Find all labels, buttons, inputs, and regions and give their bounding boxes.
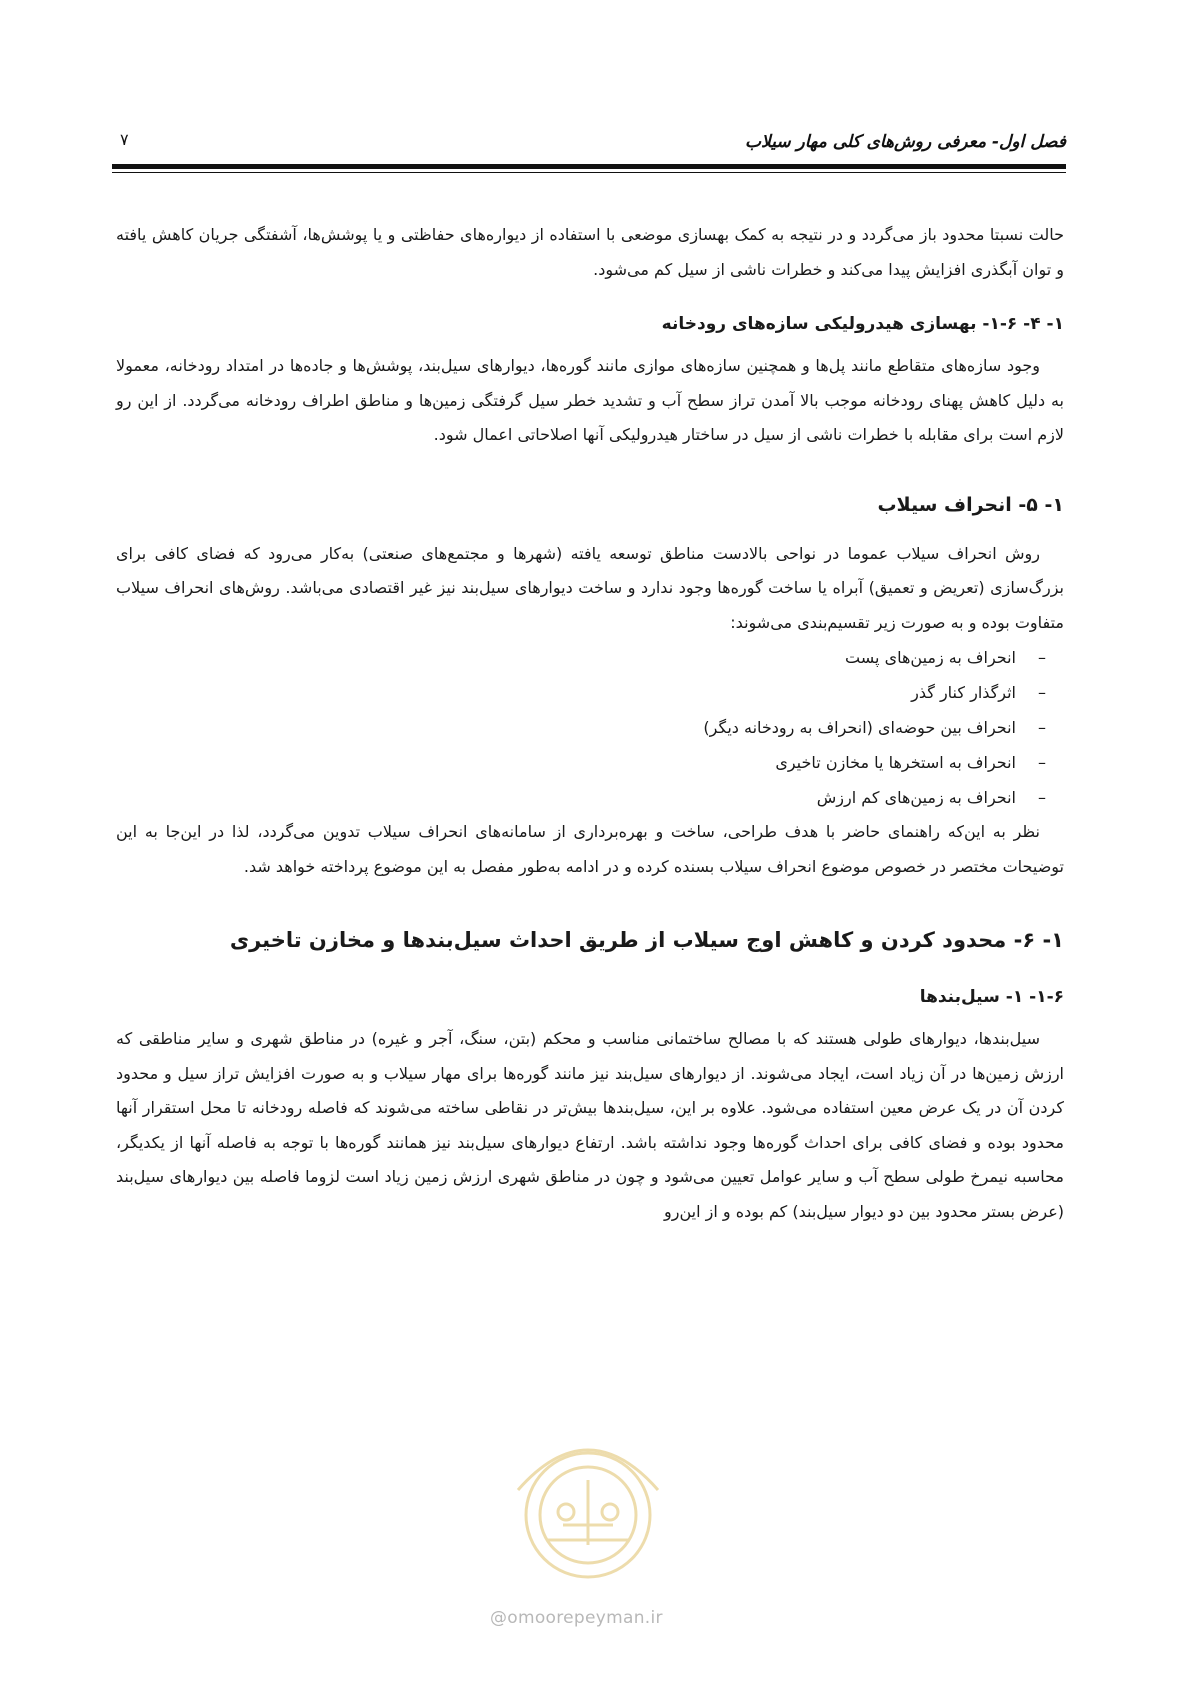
paragraph-4: نظر به این‌که راهنمای حاضر با هدف طراحی، ساخت و بهره‌برداری از سامانه‌های انحراف سیلاب تدوین می‌گردد، لذا در این‌جا به این توضیحات مختصر در خصوص موضوع انحراف سیلاب بسنده کرده و در ادامه به‌طور مفصل به این موضوع پرداخته خواهد شد.	[116, 822, 1064, 876]
dash-bullet: –	[1038, 753, 1046, 772]
dash-bullet: –	[1038, 788, 1046, 807]
list-item: –انحراف به زمین‌های کم ارزش	[116, 780, 1046, 815]
list-item: –انحراف بین حوضه‌ای (انحراف به رودخانه دیگر)	[116, 710, 1046, 745]
page-number: ۷	[120, 130, 129, 149]
heading-1-6: ۱- ۶- محدود کردن و کاهش اوج سیلاب از طریق احداث سیل‌بندها و مخازن تاخیری	[229, 928, 1064, 952]
dash-bullet: –	[1038, 718, 1046, 737]
page-header	[112, 118, 1066, 168]
list-item: –اثرگذار کنار گذر	[116, 675, 1046, 710]
list-item: –انحراف به استخرها یا مخازن تاخیری	[116, 745, 1046, 780]
paragraph-5: سیل‌بندها، دیوارهای طولی هستند که با مصالح ساختمانی مناسب و محکم (بتن، سنگ، آجر و غیره) در مناطق شهری و سایر مناطقی که ارزش زمین‌ها در آن زیاد است، ایجاد می‌شوند. از دیوارهای سیل‌بند نیز مانند گوره‌ها برای مهار سیلاب و به صورت افزایش تراز سیل و محدود کردن آن در یک عرض معین استفاده می‌شود. علاوه بر این، سیل‌بندها بیش‌تر در نقاطی ساخته می‌شوند که فاصله رودخانه تا محل استقرار آنها محدود بوده و فضای کافی برای احداث گوره‌ها وجود نداشته باشد. ارتفاع دیوارهای سیل‌بند نیز همانند گوره‌ها با توجه به فاصله آنها از یکدیگر، محاسبه نیمرخ طولی سطح آب و سایر عوامل تعیین می‌شود و چون در مناطق شهری ارزش زمین زیاد است لزوما فاصله بین دیوارهای سیل‌بند (عرض بستر محدود بین دو دیوار سیل‌بند) کم بوده و از این‌رو	[116, 1029, 1064, 1221]
chapter-title: فصل اول- معرفی روش‌های کلی مهار سیلاب	[745, 132, 1066, 152]
dash-bullet: –	[1038, 683, 1046, 702]
heading-1-4-6: ۱- ۴- ۱-۶- بهسازی هیدرولیکی سازه‌های رودخانه	[661, 314, 1064, 334]
diversion-methods-list	[116, 640, 1064, 815]
dash-bullet: –	[1038, 648, 1046, 667]
heading-1-5: ۱- ۵- انحراف سیلاب	[877, 493, 1064, 516]
header-rule-thin	[112, 172, 1066, 173]
header-rule-thick	[112, 164, 1066, 169]
list-item: –انحراف به زمین‌های پست	[116, 640, 1046, 675]
watermark-seal-icon	[478, 1420, 698, 1590]
watermark-site-text: @omoorepeyman.ir	[490, 1608, 663, 1628]
paragraph-2: وجود سازه‌های متقاطع مانند پل‌ها و همچنین سازه‌های موازی مانند گوره‌ها، دیوارهای سیل‌بند، پوشش‌ها و جاده‌ها در امتداد رودخانه، معمولا به دلیل کاهش پهنای رودخانه موجب بالا آمدن تراز سطح آب و تشدید خطر سیل گرفتگی زمین‌ها و مناطق اطراف رودخانه می‌گردد. از این رو لازم است برای مقابله با خطرات ناشی از سیل در ساختار هیدرولیکی آنها اصلاحاتی اعمال شود.	[116, 356, 1064, 444]
paragraph-1: حالت نسبتا محدود باز می‌گردد و در نتیجه به کمک بهسازی موضعی با استفاده از دیواره‌های حفاظتی و یا پوشش‌ها، آشفتگی جریان کاهش یافته و توان آبگذری افزایش پیدا می‌کند و خطرات ناشی از سیل کم می‌شود.	[116, 225, 1064, 279]
paragraph-3: روش انحراف سیلاب عموما در نواحی بالادست مناطق توسعه یافته (شهرها و مجتمع‌های صنعتی) به‌کار می‌رود که فضای کافی برای بزرگ‌سازی (تعریض و تعمیق) آبراه یا ساخت گوره‌ها وجود ندارد و ساخت دیوارهای سیل‌بند نیز غیر اقتصادی می‌باشد. روش‌های انحراف سیلاب متفاوت بوده و به صورت زیر تقسیم‌بندی می‌شوند:	[116, 543, 1064, 632]
body-content	[116, 218, 1064, 1229]
heading-1-6-1: ۱-۶- ۱- سیل‌بندها	[919, 987, 1064, 1007]
